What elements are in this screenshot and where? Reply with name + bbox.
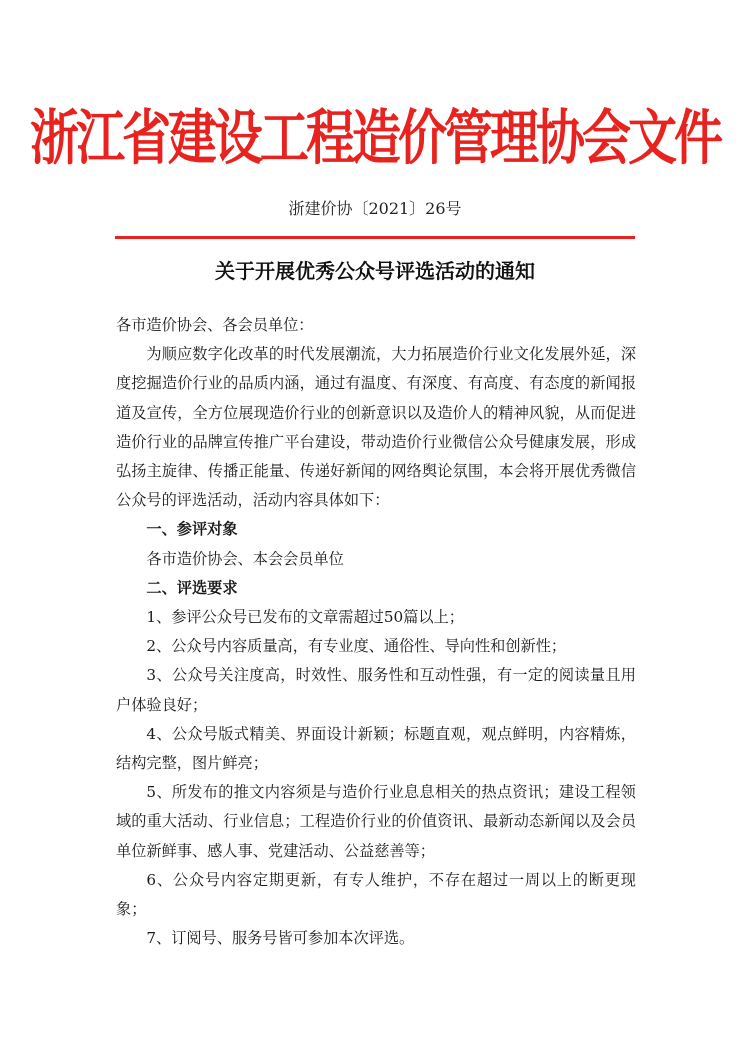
intro-paragraph: 为顺应数字化改革的时代发展潮流，大力拓展造价行业文化发展外延，深度挖掘造价行业的品质内涵，通过有温度、有深度、有高度、有态度的新闻报道及宣传，全方位展现造价行业的创新意识以及造价人的精神风貌，从而促进造价行业的品牌宣传推广平台建设，带动造价行业微信公众号健康发展，形成弘扬主旋律、传播正能量、传递好新闻的网络舆论氛围，本会将开展优秀微信公众号的评选活动，活动内容具体如下：: [116, 345, 636, 510]
notice-body: [116, 311, 636, 953]
section-heading-participants: 一、参评对象: [146, 520, 238, 539]
requirement-item: 6、公众号内容定期更新，有专人维护，不存在超过一周以上的断更现象；: [116, 870, 636, 919]
notice-title: 关于开展优秀公众号评选活动的通知: [215, 259, 535, 283]
section-heading-requirements: 二、评选要求: [146, 578, 238, 597]
requirement-item: 1、参评公众号已发布的文章需超过50篇以上；: [146, 608, 464, 627]
requirement-item: 4、公众号版式精美、界面设计新颖；标题直观，观点鲜明，内容精炼，结构完整，图片鲜亮；: [116, 724, 636, 773]
requirement-item: 7、订阅号、服务号皆可参加本次评选。: [146, 929, 415, 948]
salutation: 各市造价协会、各会员单位：: [116, 316, 314, 334]
participants-text: 各市造价协会、本会会员单位: [146, 549, 344, 568]
requirement-item: 2、公众号内容质量高，有专业度、通俗性、导向性和创新性；: [146, 637, 567, 656]
masthead-title: 浙江省建设工程造价管理协会文件: [29, 102, 720, 174]
document-number: 浙建价协〔2021〕26号: [288, 199, 462, 218]
red-divider: [115, 236, 635, 239]
requirement-item: 5、所发布的推文内容须是与造价行业息息相关的热点资讯；建设工程领域的重大活动、行业信息；工程造价行业的价值资讯、最新动态新闻以及会员单位新鲜事、感人事、党建活动、公益慈善等；: [116, 783, 636, 860]
requirement-item: 3、公众号关注度高，时效性、服务性和互动性强，有一定的阅读量且用户体验良好；: [116, 666, 636, 714]
